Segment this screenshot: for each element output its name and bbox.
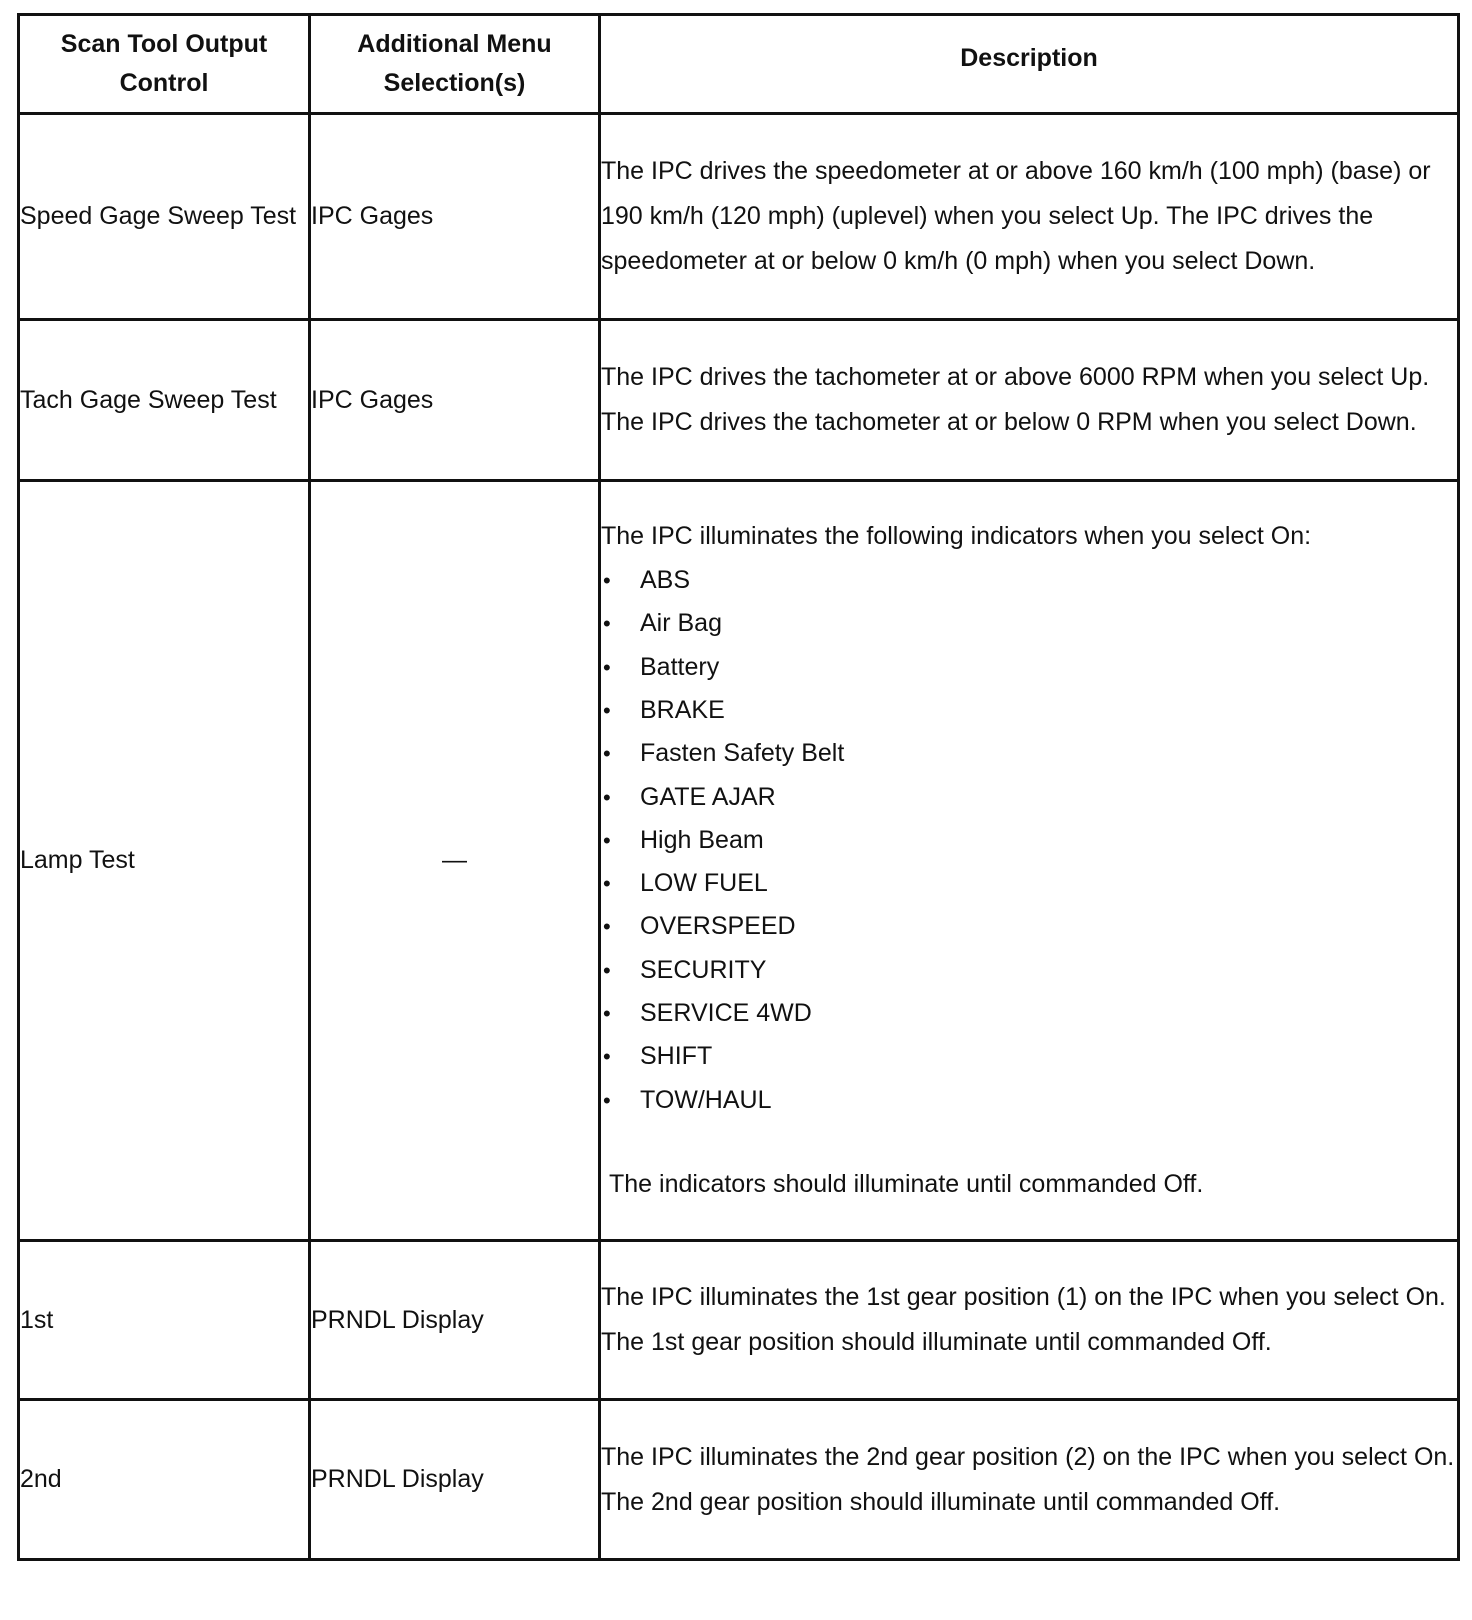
description-cell: The IPC illuminates the 1st gear position (1) on the IPC when you select On. The 1st gear position should illuminate until commanded Off. xyxy=(600,1241,1459,1400)
list-item xyxy=(601,992,1457,1035)
bullet-icon: • xyxy=(603,1087,611,1113)
indicator-label: High Beam xyxy=(640,825,764,854)
lamp-test-description xyxy=(601,510,1457,1211)
list-item xyxy=(601,732,1457,775)
bullet-icon: • xyxy=(603,741,611,767)
list-item xyxy=(601,905,1457,948)
indicator-label: TOW/HAUL xyxy=(640,1085,772,1114)
menu-cell: PRNDL Display xyxy=(310,1241,600,1400)
indicator-label: LOW FUEL xyxy=(640,869,768,898)
description-cell: The IPC illuminates the 2nd gear position (2) on the IPC when you select On. The 2nd gear position should illuminate until commanded Off. xyxy=(600,1400,1459,1560)
bullet-icon: • xyxy=(603,827,611,853)
lamp-test-note: The indicators should illuminate until commanded Off. xyxy=(609,1169,1204,1198)
indicator-label: Fasten Safety Belt xyxy=(640,739,845,768)
menu-cell: — xyxy=(310,481,600,1241)
list-item xyxy=(601,602,1457,645)
bullet-icon: • xyxy=(603,1044,611,1070)
indicator-label: SHIFT xyxy=(640,1042,713,1071)
bullet-icon: • xyxy=(603,957,611,983)
indicator-label: GATE AJAR xyxy=(640,782,776,811)
menu-cell: IPC Gages xyxy=(310,320,600,481)
control-cell: 2nd xyxy=(19,1400,310,1560)
lamp-test-intro: The IPC illuminates the following indicators when you select On: xyxy=(601,522,1312,551)
bullet-icon: • xyxy=(603,784,611,810)
list-item xyxy=(601,949,1457,992)
bullet-icon: • xyxy=(603,611,611,637)
table-row xyxy=(19,320,1459,481)
bullet-icon: • xyxy=(603,1001,611,1027)
control-cell: 1st xyxy=(19,1241,310,1400)
list-item xyxy=(601,646,1457,689)
table-row xyxy=(19,1241,1459,1400)
control-cell: Lamp Test xyxy=(19,481,310,1241)
indicator-label: BRAKE xyxy=(640,695,725,724)
header-scan-tool-output-control: Scan Tool Output Control xyxy=(19,15,310,114)
bullet-icon: • xyxy=(603,697,611,723)
table-row xyxy=(19,1400,1459,1560)
description-cell: The IPC drives the speedometer at or above 160 km/h (100 mph) (base) or 190 km/h (120 mph) (uplevel) when you select Up. The IPC drives the speedometer at or below 0 km/h (0 mph) when you select Down. xyxy=(600,114,1459,320)
bullet-icon: • xyxy=(603,654,611,680)
output-control-table xyxy=(17,13,1460,1561)
indicator-label: SECURITY xyxy=(640,955,767,984)
bullet-icon: • xyxy=(603,871,611,897)
indicator-label: OVERSPEED xyxy=(640,912,796,941)
indicator-label: Air Bag xyxy=(640,609,722,638)
header-additional-menu-selections: Additional Menu Selection(s) xyxy=(310,15,600,114)
bullet-icon: • xyxy=(603,914,611,940)
list-item xyxy=(601,819,1457,862)
list-item xyxy=(601,862,1457,905)
indicator-label: SERVICE 4WD xyxy=(640,999,812,1028)
menu-cell: IPC Gages xyxy=(310,114,600,320)
list-item xyxy=(601,559,1457,602)
indicator-list xyxy=(601,559,1457,1122)
header-description xyxy=(600,15,1459,114)
bullet-icon: • xyxy=(603,568,611,594)
list-item xyxy=(601,689,1457,732)
list-item xyxy=(601,776,1457,819)
table-header-row xyxy=(19,15,1459,114)
description-cell: The IPC drives the tachometer at or above 6000 RPM when you select Up. The IPC drives the tachometer at or below 0 RPM when you select Down. xyxy=(600,320,1459,481)
indicator-label: Battery xyxy=(640,652,720,681)
list-item xyxy=(601,1079,1457,1122)
header-description-label: Description xyxy=(960,43,1098,72)
table-row xyxy=(19,481,1459,1241)
menu-cell: PRNDL Display xyxy=(310,1400,600,1560)
table-row xyxy=(19,114,1459,320)
control-cell: Tach Gage Sweep Test xyxy=(19,320,310,481)
control-cell: Speed Gage Sweep Test xyxy=(19,114,310,320)
description-cell xyxy=(600,481,1459,1241)
list-item xyxy=(601,1035,1457,1078)
indicator-label: ABS xyxy=(640,566,691,595)
